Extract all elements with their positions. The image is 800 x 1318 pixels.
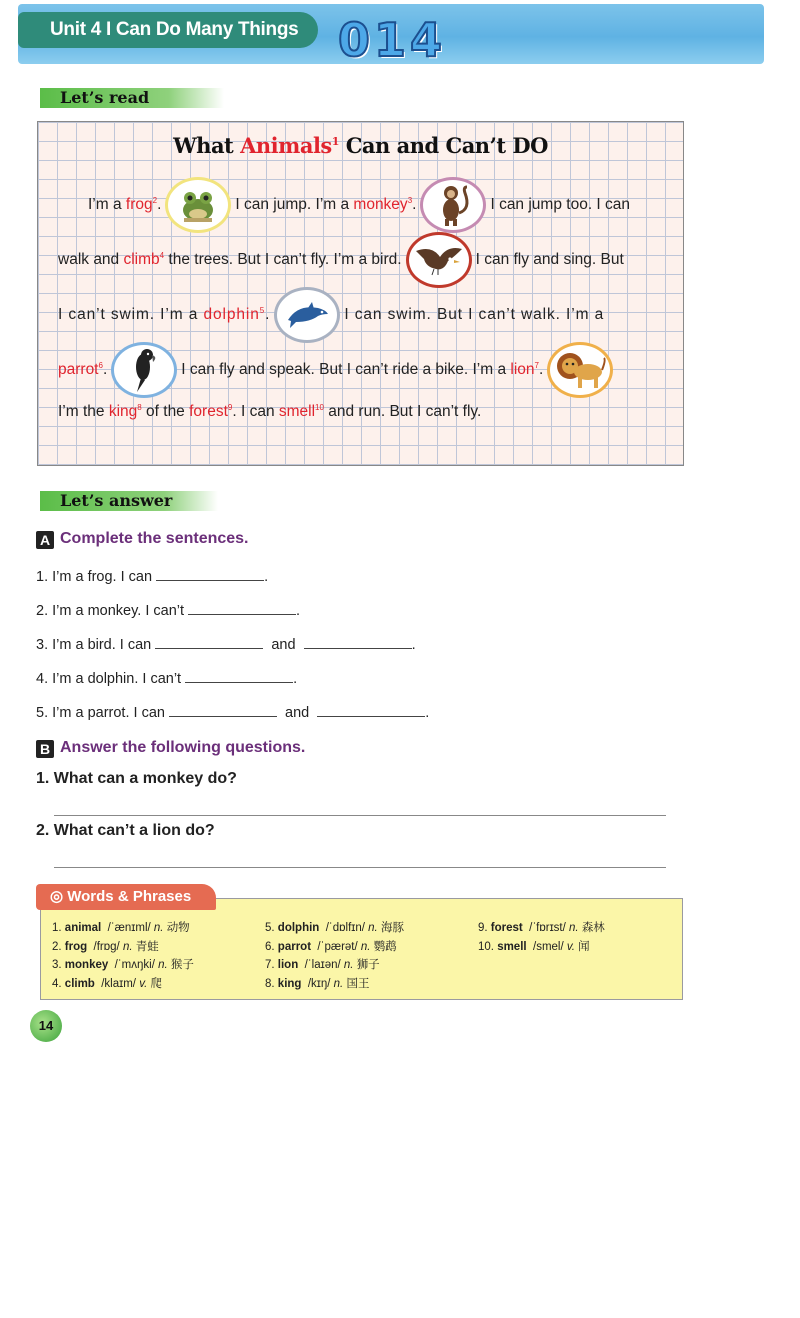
footnote-number: 2 — [152, 195, 158, 205]
reading-title — [37, 133, 684, 158]
footnote-number: 9 — [227, 403, 233, 412]
story-text: I can fly and sing. But — [475, 251, 624, 269]
story-text: of the — [141, 403, 190, 421]
story-text: I can fly and speak. But I can’t ride a bike. I’m a — [181, 361, 511, 379]
story-text: . — [538, 361, 544, 379]
keyword-climb: climb — [123, 251, 160, 269]
keyword-parrot: parrot — [58, 361, 99, 379]
entry-word: king — [277, 977, 302, 990]
answer-blank[interactable] — [155, 634, 263, 649]
unit-title: Unit 4 I Can Do Many Things — [18, 12, 318, 48]
entry-word: lion — [277, 959, 299, 971]
entry-meaning: 动物 — [166, 922, 190, 934]
entry-word: frog — [64, 940, 88, 953]
answer-blank[interactable] — [156, 566, 264, 581]
entry-phonetic: /ˈfɒrɪst/ — [522, 922, 570, 934]
entry-number: 4. — [52, 977, 65, 990]
exercise-prompt: 4. I’m a dolphin. I can’t — [36, 671, 186, 687]
entry-phonetic: /klaɪm/ — [94, 977, 140, 990]
story-text: I can jump. I’m a — [235, 196, 354, 214]
entry-word: parrot — [277, 940, 312, 953]
entry-number: 3. — [52, 959, 65, 971]
entry-pos: n. — [153, 922, 167, 934]
story-text: . — [265, 306, 271, 324]
question-1: 1. What can a monkey do? — [36, 770, 237, 787]
entry-word: dolphin — [277, 922, 320, 934]
exercise-item-3 — [36, 634, 416, 653]
entry-meaning: 爬 — [150, 977, 162, 990]
exercise-prompt: 5. I’m a parrot. I can — [36, 705, 169, 721]
story-text: the trees. But I can’t fly. I’m a bird. — [164, 251, 402, 269]
entry-meaning: 海豚 — [380, 922, 404, 934]
story-text: . — [102, 361, 108, 379]
exercise-prompt: 2. I’m a monkey. I can’t — [36, 603, 189, 619]
exercise-item-5 — [36, 702, 429, 721]
word-entry-dolphin — [265, 919, 404, 935]
entry-meaning: 青蛙 — [135, 940, 159, 953]
title-pre: What — [173, 133, 241, 158]
page-number: 14 — [30, 1010, 62, 1042]
story-text: . I can — [232, 403, 279, 421]
word-entry-frog — [52, 938, 159, 954]
monkey-image — [420, 177, 486, 233]
entry-meaning: 森林 — [581, 922, 605, 934]
frog-image — [165, 177, 231, 233]
entry-meaning: 猴子 — [170, 959, 194, 971]
part-b-letter: B — [36, 740, 54, 758]
entry-meaning: 闻 — [578, 940, 590, 953]
story-line-3 — [58, 287, 604, 343]
word-entry-king — [265, 975, 369, 991]
entry-pos: n. — [158, 959, 171, 971]
story-line-2 — [58, 232, 624, 288]
exercise-item-1 — [36, 566, 268, 585]
section-label-read: Let’s read — [40, 88, 224, 108]
story-text: walk and — [58, 251, 124, 269]
exercise-joiner: and — [276, 705, 318, 721]
entry-word: smell — [497, 940, 527, 953]
story-line-5 — [58, 397, 481, 423]
entry-word: climb — [64, 977, 95, 990]
words-phrases-tab: ◎ Words & Phrases — [36, 884, 216, 910]
title-post: Can and Can’t DO — [338, 133, 548, 158]
title-sup: 1 — [331, 135, 339, 148]
entry-word: monkey — [64, 959, 109, 971]
bird-image — [406, 232, 472, 288]
answer-blank[interactable] — [169, 702, 277, 717]
footnote-number: 5 — [259, 305, 266, 315]
entry-phonetic: /frɒg/ — [87, 940, 123, 953]
entry-word: forest — [490, 922, 523, 934]
part-b-heading-text: Answer the following questions. — [60, 739, 306, 756]
entry-number: 1. — [52, 922, 65, 934]
word-entry-animal — [52, 919, 190, 935]
story-text: I can’t swim. I’m a — [58, 306, 204, 324]
answer-line-2[interactable] — [54, 867, 666, 868]
entry-pos: n. — [343, 959, 357, 971]
dolphin-image — [274, 287, 340, 343]
footnote-number: 3 — [407, 195, 413, 205]
entry-number: 10. — [478, 940, 498, 953]
exercise-joiner: and — [263, 637, 304, 653]
answer-blank[interactable] — [304, 634, 412, 649]
keyword-frog: frog — [125, 196, 153, 214]
word-entry-parrot — [265, 938, 397, 954]
entry-word: animal — [64, 922, 102, 934]
entry-pos: n. — [569, 922, 582, 934]
exercise-period: . — [293, 671, 298, 687]
entry-phonetic: /ˈænɪml/ — [101, 922, 154, 934]
entry-pos: n. — [368, 922, 381, 934]
page-code: 014 — [338, 13, 447, 67]
entry-phonetic: /ˈmʌŋki/ — [108, 959, 159, 971]
story-text: I can swim. But I can’t walk. I’m a — [344, 306, 605, 324]
entry-phonetic: /ˈpærət/ — [311, 940, 361, 953]
entry-meaning: 国王 — [346, 977, 370, 990]
entry-pos: n. — [122, 940, 136, 953]
story-text: I can jump too. I can — [490, 196, 631, 214]
keyword-smell: smell — [278, 403, 316, 421]
entry-phonetic: /ˈlaɪən/ — [298, 959, 344, 971]
entry-pos: v. — [566, 940, 579, 953]
exercise-item-4 — [36, 668, 297, 687]
story-text: I’m the — [58, 403, 109, 421]
footnote-number: 4 — [159, 250, 165, 260]
exercise-prompt: 1. I’m a frog. I can — [36, 569, 157, 585]
entry-number: 9. — [478, 922, 491, 934]
entry-pos: v. — [139, 977, 151, 990]
part-a-letter: A — [36, 531, 54, 549]
word-entry-lion — [265, 956, 380, 972]
exercise-item-2 — [36, 600, 300, 619]
entry-phonetic: /ˈdɒlfɪn/ — [319, 922, 369, 934]
word-entry-monkey — [52, 956, 194, 972]
part-a-heading-text: Complete the sentences. — [60, 530, 249, 547]
story-line-4 — [58, 342, 617, 398]
story-line-1 — [88, 177, 630, 233]
footnote-number: 10 — [315, 403, 324, 412]
lion-image — [547, 342, 613, 398]
answer-blank[interactable] — [188, 600, 296, 615]
entry-meaning: 狮子 — [356, 959, 380, 971]
exercise-period: . — [296, 603, 301, 619]
answer-blank[interactable] — [185, 668, 293, 683]
footnote-number: 7 — [534, 360, 539, 370]
part-b-heading — [36, 739, 305, 758]
entry-number: 5. — [265, 922, 278, 934]
footnote-number: 6 — [98, 360, 103, 370]
question-2: 2. What can’t a lion do? — [36, 822, 215, 839]
answer-blank[interactable] — [317, 702, 425, 717]
exercise-period: . — [264, 569, 269, 585]
entry-phonetic: /kɪŋ/ — [301, 977, 334, 990]
entry-pos: n. — [333, 977, 347, 990]
word-entry-smell — [478, 938, 590, 954]
parrot-image — [111, 342, 177, 398]
keyword-king: king — [108, 403, 138, 421]
story-text: . — [412, 196, 417, 214]
story-text: I’m a — [88, 196, 126, 214]
story-text: . — [157, 196, 162, 214]
entry-number: 7. — [265, 959, 278, 971]
exercise-prompt: 3. I’m a bird. I can — [36, 637, 156, 653]
keyword-monkey: monkey — [353, 196, 408, 214]
keyword-lion: lion — [510, 361, 535, 379]
title-highlight: Animals — [240, 133, 332, 158]
keyword-forest: forest — [189, 403, 228, 421]
entry-phonetic: /smel/ — [526, 940, 567, 953]
exercise-period: . — [411, 637, 416, 653]
section-label-answer: Let’s answer — [40, 491, 218, 511]
part-a-heading — [36, 530, 249, 549]
entry-number: 6. — [265, 940, 278, 953]
entry-meaning: 鹦鹉 — [373, 940, 397, 953]
exercise-period: . — [425, 705, 430, 721]
entry-number: 8. — [265, 977, 278, 990]
word-entry-climb — [52, 975, 162, 991]
answer-line-1[interactable] — [54, 815, 666, 816]
footnote-number: 8 — [137, 403, 142, 412]
word-entry-forest — [478, 919, 605, 935]
entry-pos: n. — [360, 940, 374, 953]
keyword-dolphin: dolphin — [203, 306, 260, 324]
story-text: and run. But I can’t fly. — [323, 403, 482, 421]
entry-number: 2. — [52, 940, 65, 953]
